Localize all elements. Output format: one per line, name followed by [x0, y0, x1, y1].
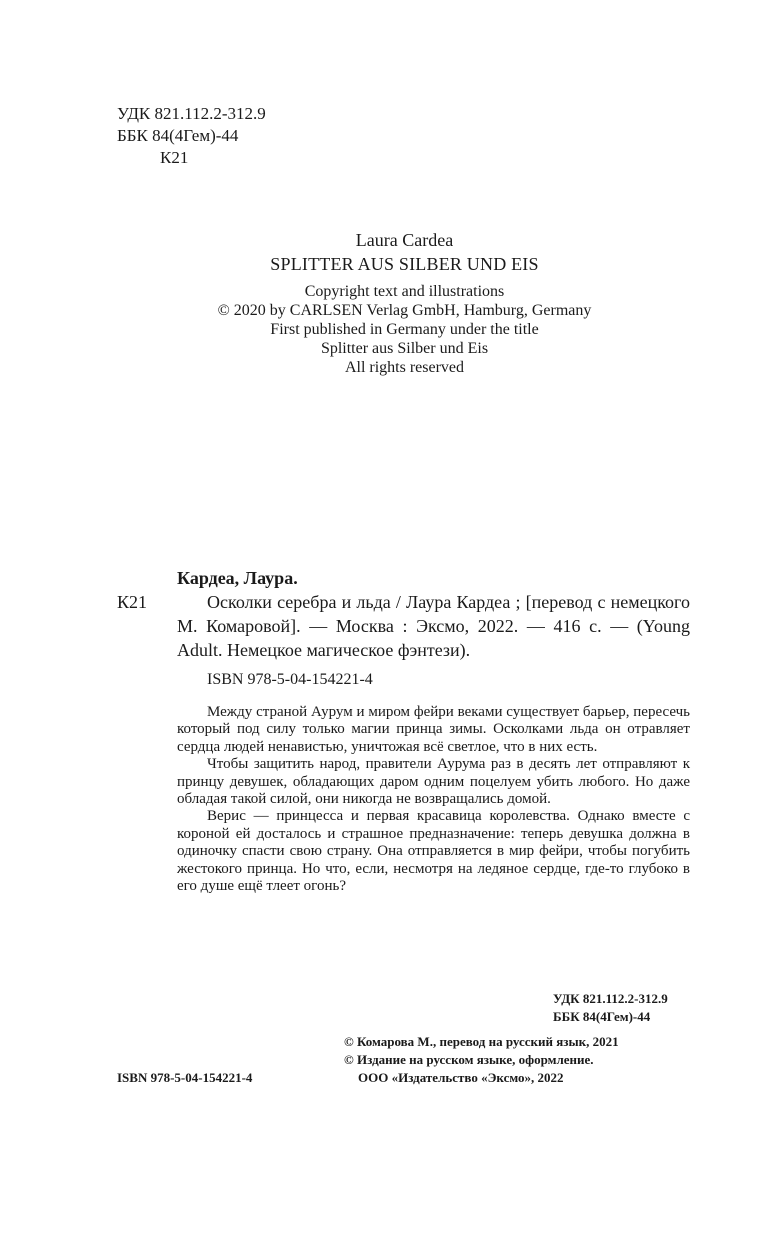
catalog-isbn: ISBN 978-5-04-154221-4: [207, 671, 373, 688]
copyright-line: Splitter aus Silber und Eis: [320, 340, 489, 357]
annotation: [177, 704, 690, 895]
edition-copyright: © Издание на русском языке, оформление.: [344, 1052, 594, 1067]
isbn-bottom: ISBN 978-5-04-154221-4: [117, 1070, 253, 1085]
copyright-line: © 2020 by CARLSEN Verlag GmbH, Hamburg, Germany: [217, 302, 592, 319]
classification-bottom: [553, 990, 668, 1026]
bbk-code-bottom: ББК 84(4Гем)-44: [553, 1009, 651, 1024]
original-author: Laura Cardea: [355, 230, 454, 250]
copyright-line: Copyright text and illustrations: [304, 283, 505, 300]
author-mark: К21: [160, 148, 189, 167]
catalog-author-mark: К21: [117, 592, 148, 612]
copyright-line: First published in Germany under the title: [270, 321, 539, 338]
udk-code-bottom: УДК 821.112.2-312.9: [553, 991, 668, 1006]
copyright-block: [344, 1033, 619, 1087]
original-edition-block: [117, 228, 692, 377]
annotation-paragraph: Верис — принцесса и первая красавица королевства. Однако вместе с короной ей досталось и страшное предназначение: теперь девушка должна в одиночку спасти свою страну. Она отправляется в мир фейри, чтобы погубить жестокого принца. Но что, если, несмотря на ледяное сердце, где-то глубоко в его душе ещё тлеет огонь?: [177, 808, 690, 895]
catalog-description: Осколки серебра и льда / Лаура Кардеа ; [перевод с немецкого М. Комаровой]. — Москва : Эксмо, 2022. — 416 с. — (Young Adult. Немецкое магическое фэнтези).: [177, 592, 690, 660]
bbk-code: ББК 84(4Гем)-44: [117, 126, 239, 145]
translation-copyright: © Комарова М., перевод на русский язык, 2021: [344, 1034, 619, 1049]
annotation-paragraph: Чтобы защитить народ, правители Аурума раз в десять лет отправляют к принцу девушек, обладающих даром одним поцелуем убить любого. Но даже обладая такой силой, они никогда не возвращались домой.: [177, 756, 690, 808]
publisher-copyright: ООО «Издательство «Эксмо», 2022: [358, 1070, 564, 1085]
copyright-line: All rights reserved: [344, 359, 465, 376]
annotation-paragraph: Между страной Аурум и миром фейри веками существует барьер, пересечь который под силу только магии принца зимы. Осколками льда он отравляет сердца людей ненавистью, уничтожая всё светлое, что в них есть.: [177, 704, 690, 755]
catalog-author-heading: Кардеа, Лаура.: [177, 568, 298, 588]
original-title: SPLITTER AUS SILBER UND EIS: [270, 254, 539, 274]
udk-code: УДК 821.112.2-312.9: [117, 104, 266, 123]
classification-top: [117, 103, 266, 169]
